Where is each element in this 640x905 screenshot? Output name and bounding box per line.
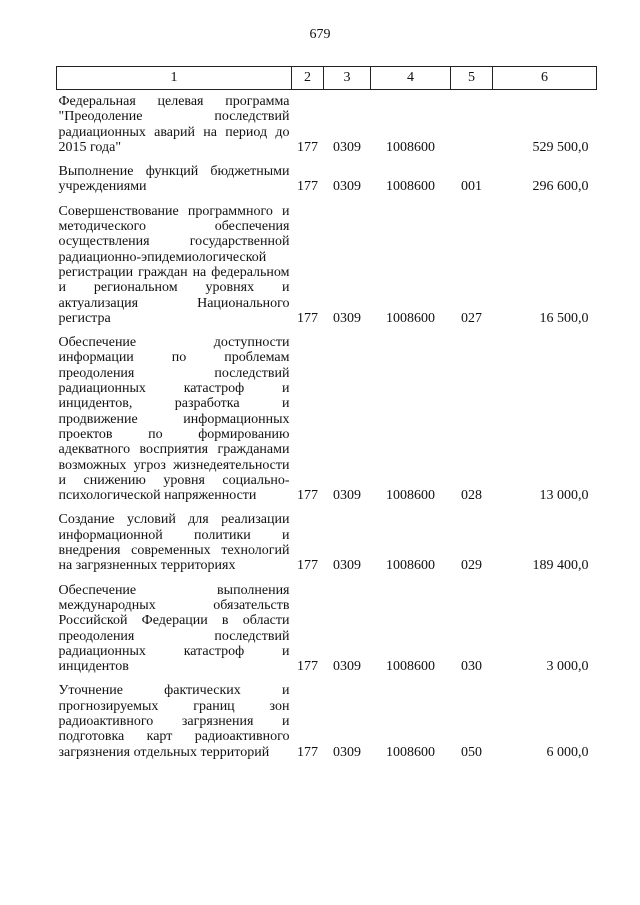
row-col3: 0309 — [333, 744, 361, 760]
header-col-4: 4 — [371, 67, 451, 90]
row-amount: 529 500,0 — [532, 139, 589, 155]
table-row — [57, 94, 597, 155]
row-col2: 177 — [297, 659, 318, 675]
row-col5: 028 — [461, 488, 482, 504]
row-col5: 001 — [461, 179, 482, 195]
row-name: Уточнение фактических и прогнозируемых границ зон радиоактивного загрязнения и подготовка карт радиоактивного загрязнения отдельных территорий — [58, 683, 290, 760]
row-col4: 1008600 — [386, 139, 435, 155]
budget-table — [56, 66, 597, 760]
row-col3: 0309 — [333, 139, 361, 155]
row-amount: 6 000,0 — [546, 744, 589, 760]
row-name: Создание условий для реализации информационной политики и внедрения современных технологий на загрязненных территориях — [58, 512, 290, 574]
row-col4: 1008600 — [386, 744, 435, 760]
row-col3: 0309 — [333, 179, 361, 195]
row-col5: 027 — [461, 310, 482, 326]
row-name: Выполнение функций бюджетными учреждениями — [58, 164, 290, 195]
header-col-2: 2 — [292, 67, 324, 90]
row-col4: 1008600 — [386, 310, 435, 326]
row-amount: 189 400,0 — [532, 558, 589, 574]
row-col5: 030 — [461, 659, 482, 675]
row-name: Федеральная целевая программа "Преодоление последствий радиационных аварий на период до 2015 года" — [58, 94, 290, 155]
row-col2: 177 — [297, 310, 318, 326]
row-col3: 0309 — [333, 488, 361, 504]
row-col3: 0309 — [333, 558, 361, 574]
row-col2: 177 — [297, 488, 318, 504]
row-col4: 1008600 — [386, 558, 435, 574]
row-amount: 13 000,0 — [539, 488, 589, 504]
row-col4: 1008600 — [386, 179, 435, 195]
table-row — [57, 683, 597, 759]
row-col5: 029 — [461, 558, 482, 574]
table-header-row — [57, 67, 597, 90]
row-amount: 16 500,0 — [539, 310, 589, 326]
page-number: 679 — [309, 27, 331, 42]
row-name: Обеспечение доступности информации по проблемам преодоления последствий радиационных катастроф и инцидентов, разработка и продвижение информационных проектов по формированию адекватного восприятия гражданами возможных угроз жизнедеятельности и снижению уровня социально-психологической напряженности — [58, 335, 290, 504]
row-col5: 050 — [461, 744, 482, 760]
row-col5 — [451, 94, 493, 155]
header-col-6: 6 — [493, 67, 597, 90]
row-col2: 177 — [297, 744, 318, 760]
row-amount: 296 600,0 — [532, 179, 589, 195]
row-col2: 177 — [297, 139, 318, 155]
row-col4: 1008600 — [386, 488, 435, 504]
table-row — [57, 335, 597, 503]
row-col2: 177 — [297, 179, 318, 195]
header-col-1: 1 — [57, 67, 292, 90]
row-name: Совершенствование программного и методического обеспечения осуществления государственной радиационно-эпидемиологической регистрации граждан на федеральном и региональном уровнях и актуализация Национального регистра — [58, 203, 290, 326]
table-row — [57, 583, 597, 675]
table-row — [57, 164, 597, 195]
table-row — [57, 512, 597, 573]
row-col3: 0309 — [333, 310, 361, 326]
row-name: Обеспечение выполнения международных обязательств Российской Федерации в области преодоления последствий радиационных катастроф и инцидентов — [58, 582, 290, 675]
row-col2: 177 — [297, 558, 318, 574]
row-col4: 1008600 — [386, 659, 435, 675]
header-col-5: 5 — [451, 67, 493, 90]
table-row — [57, 204, 597, 326]
header-col-3: 3 — [324, 67, 371, 90]
row-col3: 0309 — [333, 659, 361, 675]
row-amount: 3 000,0 — [546, 659, 589, 675]
